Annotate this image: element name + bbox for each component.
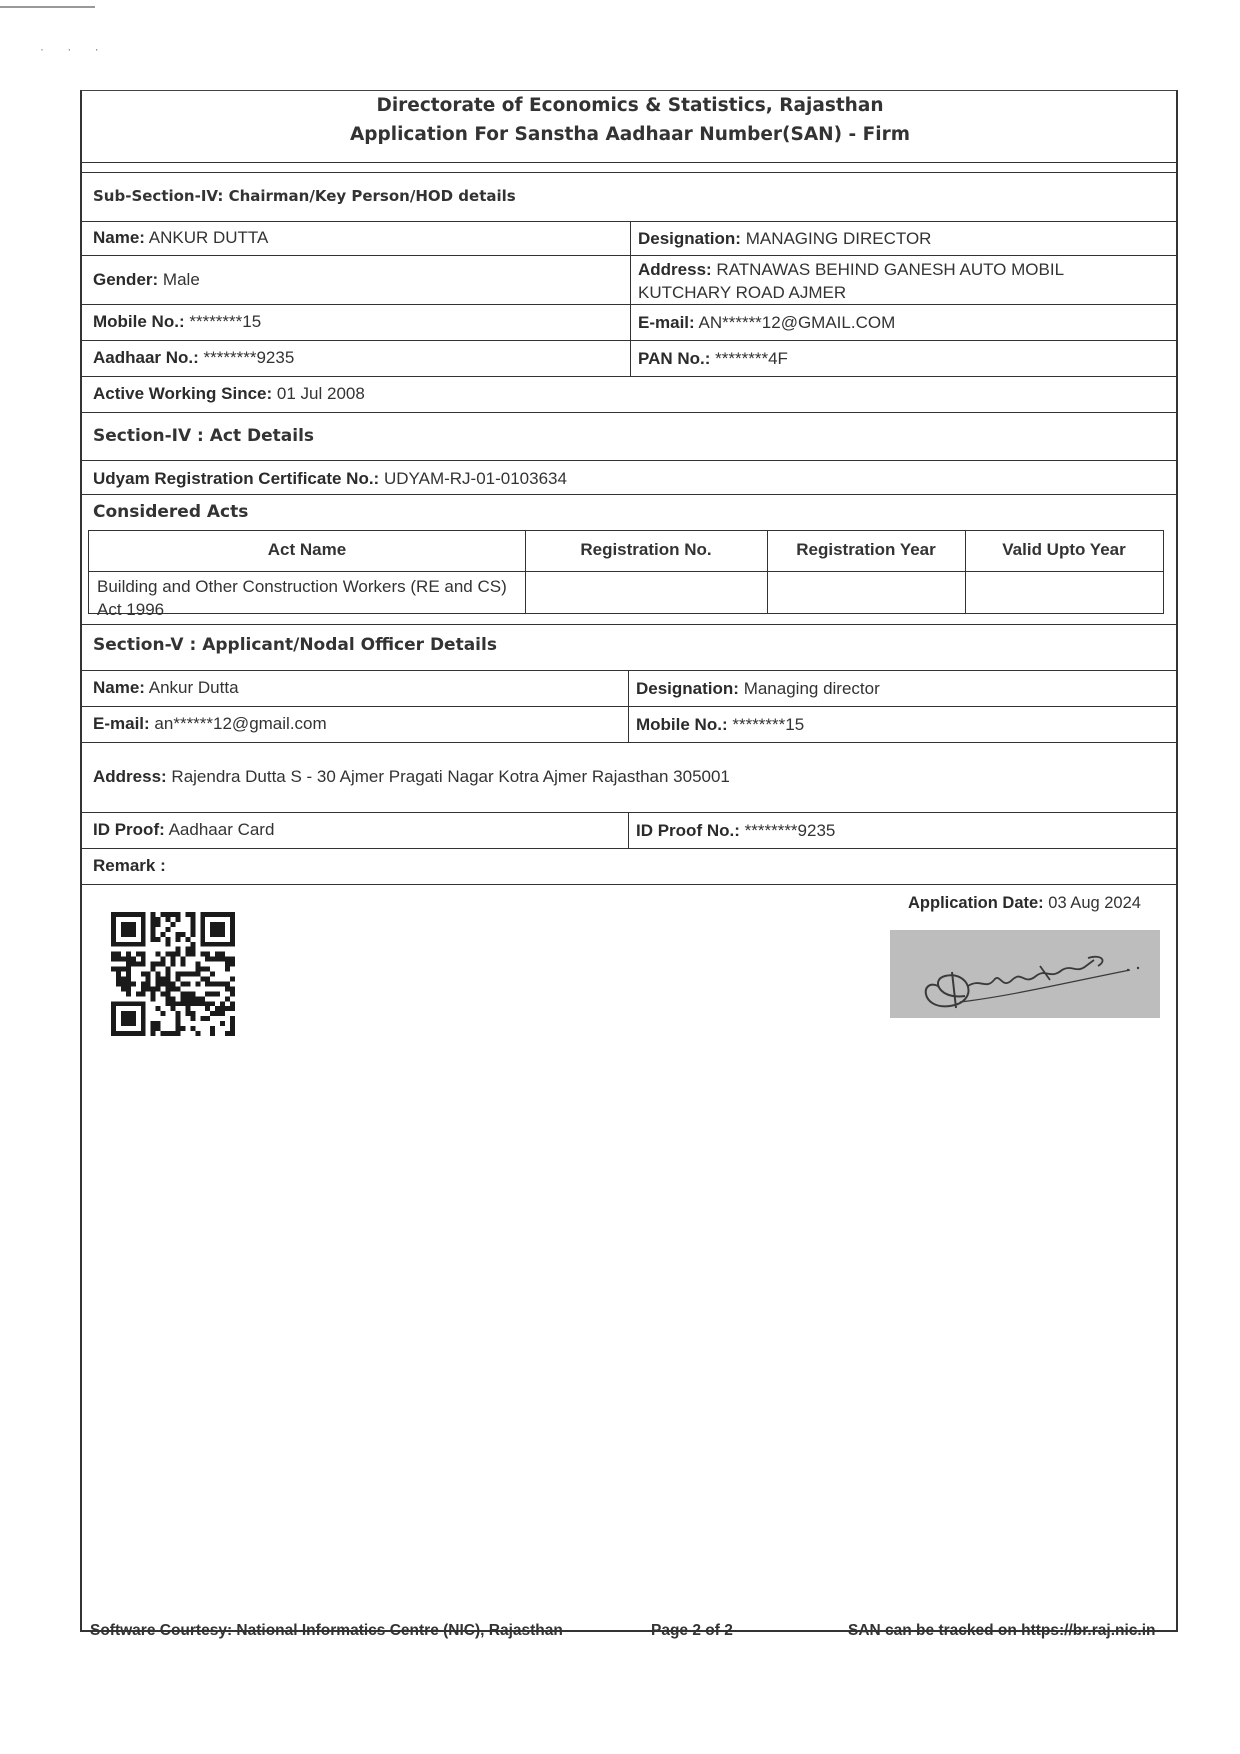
field-value: Aadhaar Card xyxy=(168,820,275,839)
divider xyxy=(80,412,1178,413)
field-value: ANKUR DUTTA xyxy=(148,228,269,247)
divider xyxy=(80,304,1178,305)
field-label: Designation: xyxy=(636,679,739,698)
divider xyxy=(80,340,1178,341)
field-value: ********9235 xyxy=(203,348,295,367)
chairman-mobile-field xyxy=(93,310,261,333)
table-header-valid-upto-year: Valid Upto Year xyxy=(1002,540,1126,559)
field-value: RATNAWAS BEHIND GANESH AUTO MOBIL xyxy=(716,260,1065,279)
scan-specks: · · · xyxy=(40,42,109,56)
field-label: Application Date: xyxy=(908,894,1044,912)
field-value: Managing director xyxy=(743,679,880,698)
header-application-title: Application For Sanstha Aadhaar Number(SAN) - Firm xyxy=(349,124,911,145)
header-directorate: Directorate of Economics & Statistics, Rajasthan xyxy=(376,95,884,116)
field-label: Remark : xyxy=(93,856,166,875)
applicant-name-field xyxy=(93,676,239,699)
field-label: Address: xyxy=(93,767,167,786)
field-value: ********15 xyxy=(189,312,262,331)
document-header xyxy=(84,90,1176,164)
field-label: Mobile No.: xyxy=(93,312,185,331)
column-divider xyxy=(628,812,629,848)
divider xyxy=(80,742,1178,743)
table-header-divider xyxy=(89,571,1163,572)
column-divider xyxy=(628,670,629,742)
application-date-field xyxy=(908,892,1141,915)
table-column-divider xyxy=(767,531,768,613)
divider xyxy=(80,848,1178,849)
field-value: ********4F xyxy=(715,349,788,368)
chairman-name-field xyxy=(93,226,268,249)
field-value: ********15 xyxy=(732,715,805,734)
remark-field xyxy=(93,854,166,877)
chairman-pan-field xyxy=(638,347,788,370)
applicant-mobile-field xyxy=(636,713,804,736)
divider xyxy=(80,884,1178,885)
applicant-email-field xyxy=(93,712,327,735)
field-label: Name: xyxy=(93,678,145,697)
field-value: UDYAM-RJ-01-0103634 xyxy=(383,469,567,488)
table-header-act-name: Act Name xyxy=(267,540,347,559)
field-value: 03 Aug 2024 xyxy=(1048,894,1141,912)
section-title-applicant: Section-V : Applicant/Nodal Officer Details xyxy=(93,635,497,655)
field-value: Ankur Dutta xyxy=(148,678,239,697)
divider xyxy=(80,162,1178,163)
field-label: Name: xyxy=(93,228,145,247)
field-value: MANAGING DIRECTOR xyxy=(745,229,932,248)
field-label: Gender: xyxy=(93,270,159,289)
considered-acts-table xyxy=(88,530,1164,619)
field-label: Address: xyxy=(638,260,712,279)
divider xyxy=(80,255,1178,256)
field-label: Mobile No.: xyxy=(636,715,728,734)
divider xyxy=(80,172,1178,173)
field-label: Designation: xyxy=(638,229,741,248)
column-divider xyxy=(630,221,631,376)
footer-tracking-link[interactable]: SAN can be tracked on https://br.raj.nic.in xyxy=(848,1622,1156,1639)
chairman-aadhaar-field xyxy=(93,346,294,369)
field-value: AN******12@GMAIL.COM xyxy=(698,313,896,332)
chairman-address-field xyxy=(638,258,1064,304)
divider xyxy=(80,460,1178,461)
divider xyxy=(80,494,1178,495)
divider xyxy=(80,376,1178,377)
chairman-email-field xyxy=(638,311,895,334)
chairman-active-since-field xyxy=(93,382,365,405)
applicant-designation-field xyxy=(636,677,880,700)
divider xyxy=(80,221,1178,222)
table-header-registration-year: Registration Year xyxy=(796,540,936,559)
field-value: an******12@gmail.com xyxy=(154,714,327,733)
field-label: Udyam Registration Certificate No.: xyxy=(93,469,380,488)
field-label: E-mail: xyxy=(93,714,150,733)
field-label: Aadhaar No.: xyxy=(93,348,199,367)
chairman-designation-field xyxy=(638,227,931,250)
table-cell-act-name: Building and Other Construction Workers (RE and CS) Act 1996 xyxy=(97,577,507,619)
table-column-divider xyxy=(525,531,526,613)
table-column-divider xyxy=(965,531,966,613)
field-label: Active Working Since: xyxy=(93,384,273,403)
field-value: ********9235 xyxy=(744,821,836,840)
divider xyxy=(80,670,1178,671)
field-label: ID Proof: xyxy=(93,820,165,839)
applicant-id-proof-field xyxy=(93,818,274,841)
field-value: KUTCHARY ROAD AJMER xyxy=(638,283,847,302)
scan-artifact-line xyxy=(0,6,95,8)
field-label: ID Proof No.: xyxy=(636,821,740,840)
chairman-gender-field xyxy=(93,268,200,291)
table-header-registration-no: Registration No. xyxy=(580,540,712,559)
udyam-registration-field xyxy=(93,467,567,490)
field-value: Male xyxy=(162,270,200,289)
qr-code-icon xyxy=(111,912,235,1036)
field-value: 01 Jul 2008 xyxy=(276,384,365,403)
field-label: E-mail: xyxy=(638,313,695,332)
divider xyxy=(80,624,1178,625)
applicant-address-field xyxy=(93,765,730,788)
footer-software-courtesy: Software Courtesy: National Informatics Centre (NIC), Rajasthan xyxy=(90,1622,563,1639)
field-value: Rajendra Dutta S - 30 Ajmer Pragati Nagar Kotra Ajmer Rajasthan 305001 xyxy=(171,767,730,786)
signature-image xyxy=(890,930,1160,1018)
divider xyxy=(80,812,1178,813)
section-title-act-details: Section-IV : Act Details xyxy=(93,426,315,446)
section-title-chairman: Sub-Section-IV: Chairman/Key Person/HOD details xyxy=(93,187,516,205)
divider xyxy=(80,706,1178,707)
field-label: PAN No.: xyxy=(638,349,711,368)
considered-acts-title: Considered Acts xyxy=(93,502,249,522)
footer-page-number: Page 2 of 2 xyxy=(651,1622,733,1639)
applicant-id-proof-no-field xyxy=(636,819,835,842)
